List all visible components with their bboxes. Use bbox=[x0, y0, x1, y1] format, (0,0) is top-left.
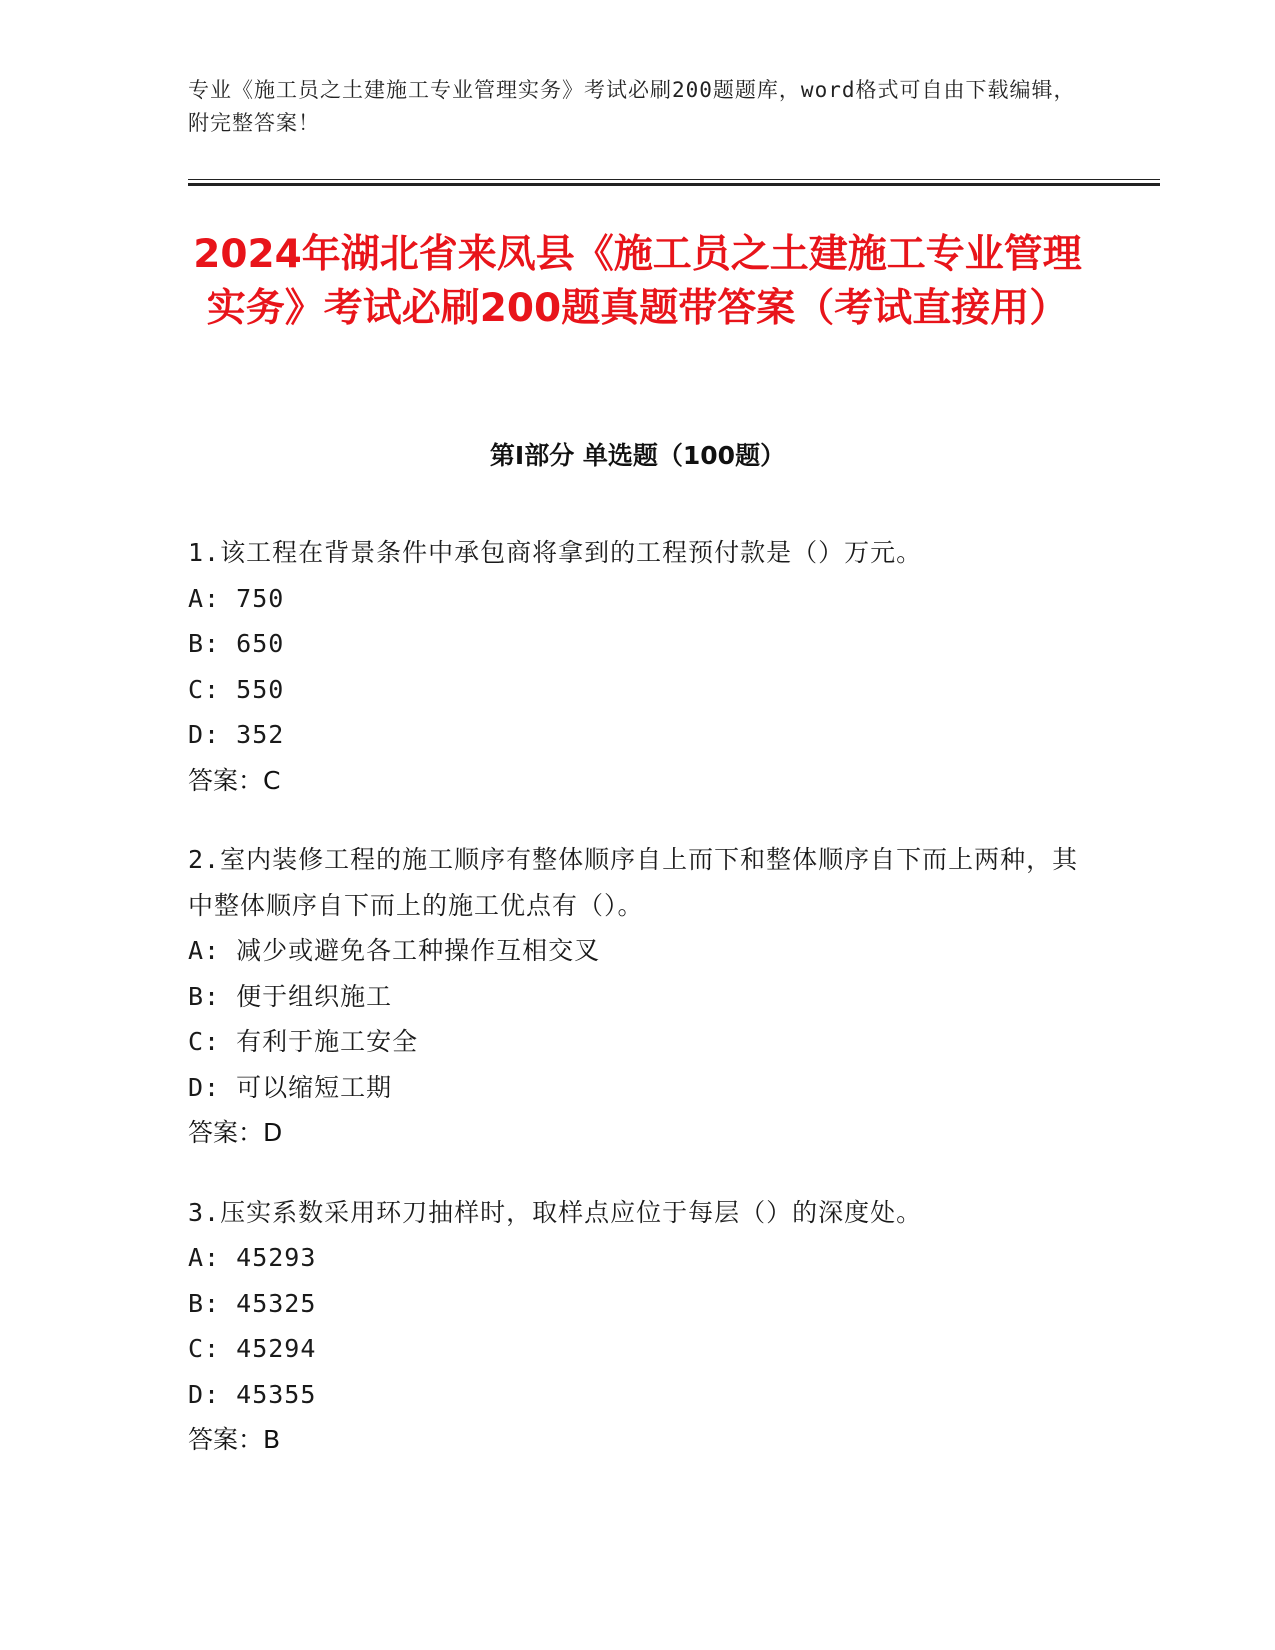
option-d: D: 352 bbox=[188, 720, 285, 749]
option-d: D: 可以缩短工期 bbox=[188, 1072, 393, 1102]
question-1 bbox=[188, 530, 1088, 803]
section-heading: 第Ⅰ部分 单选题（100题） bbox=[489, 441, 786, 470]
header-note: 专业《施工员之土建施工专业管理实务》考试必刷200题题库，word格式可自由下载编辑，附完整答案！ bbox=[188, 78, 1076, 135]
question-2 bbox=[188, 837, 1088, 1156]
option-b: B: 便于组织施工 bbox=[188, 981, 393, 1011]
answer: 答案：C bbox=[188, 765, 281, 795]
answer: 答案：B bbox=[188, 1425, 281, 1454]
question-list bbox=[188, 530, 1088, 1497]
question-3 bbox=[188, 1190, 1088, 1463]
option-b: B: 650 bbox=[188, 629, 285, 658]
question-stem: 2.室内装修工程的施工顺序有整体顺序自上而下和整体顺序自下而上两种，其中整体顺序自下而上的施工优点有（）。 bbox=[188, 845, 1079, 920]
option-d: D: 45355 bbox=[188, 1379, 317, 1409]
option-a: A: 750 bbox=[188, 583, 285, 613]
option-c: C: 550 bbox=[188, 674, 285, 704]
question-stem: 3.压实系数采用环刀抽样时，取样点应位于每层（）的深度处。 bbox=[188, 1197, 923, 1227]
document-title: 2024年湖北省来凤县《施工员之土建施工专业管理实务》考试必刷200题真题带答案（考试直接用） bbox=[193, 232, 1082, 331]
header-divider-thick bbox=[188, 183, 1160, 186]
option-c: C: 有利于施工安全 bbox=[188, 1027, 419, 1056]
option-a: A: 45293 bbox=[188, 1243, 317, 1272]
option-b: B: 45325 bbox=[188, 1288, 317, 1318]
header-divider-thin bbox=[188, 179, 1160, 180]
answer: 答案：D bbox=[188, 1118, 283, 1147]
question-stem: 1.该工程在背景条件中承包商将拿到的工程预付款是（）万元。 bbox=[188, 538, 923, 567]
option-a: A: 减少或避免各工种操作互相交叉 bbox=[188, 936, 601, 965]
option-c: C: 45294 bbox=[188, 1334, 317, 1363]
